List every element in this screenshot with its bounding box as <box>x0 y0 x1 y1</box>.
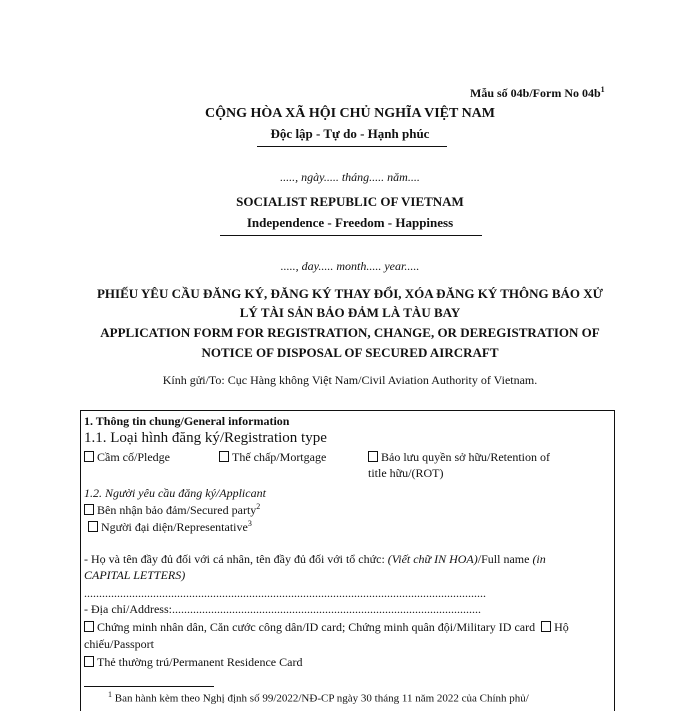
option-rot[interactable] <box>368 450 550 465</box>
footnote-mark: 1 <box>108 690 112 699</box>
option-secured-party[interactable] <box>84 502 260 518</box>
full-name-label-vi: - Họ và tên đầy đủ đối với cá nhân, tên đầy đủ đối với tổ chức: <box>84 552 388 566</box>
form-title-vi-line-2: LÝ TÀI SẢN BẢO ĐẢM LÀ TÀU BAY <box>239 305 461 320</box>
passport-checkbox[interactable] <box>541 621 551 632</box>
motto-vi-underline <box>257 146 447 147</box>
footnote-text: Ban hành kèm theo Nghị định số 99/2022/NĐ-CP ngày 30 tháng 11 năm 2022 của Chính phủ/ <box>114 692 529 705</box>
secured-party-footnote-mark: 2 <box>256 502 261 511</box>
passport-label-end: chiếu/Passport <box>84 637 154 651</box>
rot-checkbox[interactable] <box>368 451 378 462</box>
representative-label: Người đại diện/Representative <box>101 520 248 534</box>
pledge-label: Cầm cố/Pledge <box>97 450 170 464</box>
applicant-heading: 1.2. Người yêu cầu đăng ký/Applicant <box>84 486 266 500</box>
address-field[interactable]: - Địa chỉ/Address:....................................................................................................... <box>84 602 481 616</box>
footnote-separator <box>84 686 214 687</box>
form-title-vi-line-1: PHIẾU YÊU CẦU ĐĂNG KÝ, ĐĂNG KÝ THAY ĐỔI, XÓA ĐĂNG KÝ THÔNG BÁO XỬ <box>96 286 604 301</box>
motto-en: Independence - Freedom - Happiness <box>246 215 454 230</box>
option-pledge[interactable] <box>84 450 170 465</box>
registration-type-heading: 1.1. Loại hình đăng ký/Registration type <box>84 430 327 446</box>
full-name-label-en: /Full name <box>477 552 533 566</box>
mortgage-label: Thế chấp/Mortgage <box>232 450 327 464</box>
republic-title-vi: CỘNG HÒA XÃ HỘI CHỦ NGHĨA VIỆT NAM <box>204 106 495 121</box>
id-card-checkbox[interactable] <box>84 621 94 632</box>
addressee: Kính gửi/To: Cục Hàng không Việt Nam/Civil Aviation Authority of Vietnam. <box>162 373 538 387</box>
motto-en-underline <box>220 235 482 236</box>
residence-card-label: Thẻ thường trú/Permanent Residence Card <box>97 655 303 669</box>
section-1-heading: 1. Thông tin chung/General information <box>84 414 290 428</box>
form-number-footnote-mark: 1 <box>600 85 605 94</box>
footnote <box>108 690 529 705</box>
option-id-card[interactable] <box>84 620 569 635</box>
secured-party-checkbox[interactable] <box>84 504 94 515</box>
passport-label-start: Hộ <box>554 620 569 634</box>
rot-label-line-2: title hữu/(ROT) <box>368 466 444 480</box>
full-name-label-line-2: CAPITAL LETTERS) <box>84 568 186 582</box>
date-line-en: ....., day..... month..... year..... <box>280 259 420 273</box>
option-representative[interactable] <box>88 519 252 535</box>
full-name-caps-hint-en-start: (in <box>532 552 546 566</box>
motto-vi: Độc lập - Tự do - Hạnh phúc <box>270 126 430 141</box>
option-mortgage[interactable] <box>219 450 326 465</box>
full-name-label-line-1 <box>84 552 546 567</box>
mortgage-checkbox[interactable] <box>219 451 229 462</box>
form-number <box>470 85 605 101</box>
rot-label-line-1: Bảo lưu quyền sở hữu/Retention of <box>381 450 551 464</box>
full-name-input-dots[interactable]: ...................................................................................................................................... <box>84 586 486 600</box>
form-title-en-line-2: NOTICE OF DISPOSAL OF SECURED AIRCRAFT <box>201 345 499 360</box>
residence-card-checkbox[interactable] <box>84 656 94 667</box>
option-residence-card[interactable] <box>84 655 302 670</box>
representative-checkbox[interactable] <box>88 521 98 532</box>
full-name-caps-hint-vi: (Viết chữ IN HOA) <box>387 552 478 566</box>
republic-title-en: SOCIALIST REPUBLIC OF VIETNAM <box>236 194 464 209</box>
id-card-label: Chứng minh nhân dân, Căn cước công dân/ID card; Chứng minh quân đội/Military ID card <box>97 620 536 634</box>
date-line-vi: ....., ngày..... tháng..... năm.... <box>280 170 420 184</box>
secured-party-label: Bên nhận bảo đảm/Secured party <box>97 503 257 517</box>
form-number-text: Mẫu số 04b/Form No 04b <box>470 86 601 100</box>
form-title-en-line-1: APPLICATION FORM FOR REGISTRATION, CHANGE, OR DEREGISTRATION OF <box>100 325 600 340</box>
representative-footnote-mark: 3 <box>247 519 252 528</box>
pledge-checkbox[interactable] <box>84 451 94 462</box>
